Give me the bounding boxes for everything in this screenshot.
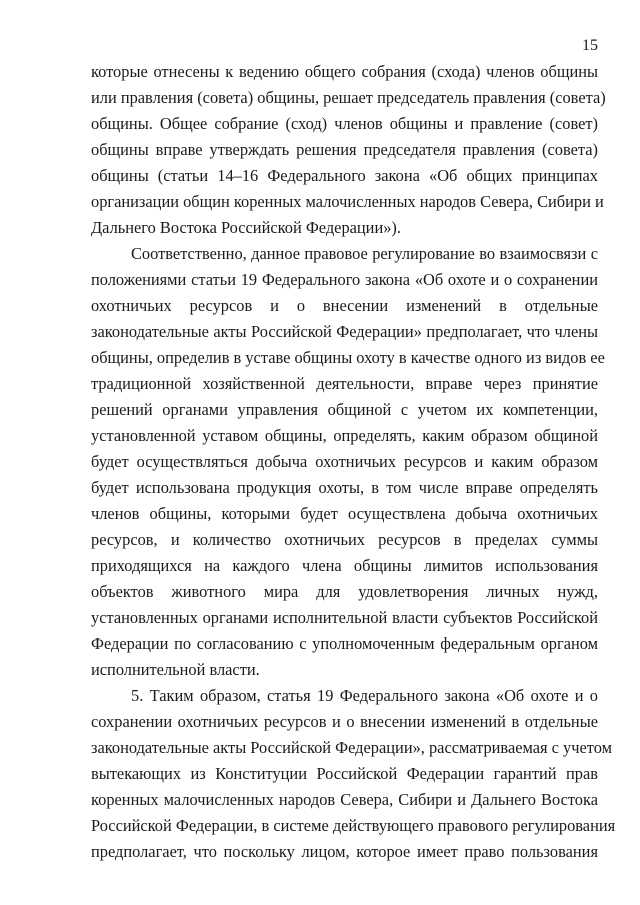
text-line: вытекающих из Конституции Российской Федерации гарантий прав [91, 764, 598, 783]
text-line: приходящихся на каждого члена общины лимитов использования [91, 556, 598, 575]
text-line: Федерации по согласованию с уполномоченным федеральным органом [91, 634, 598, 653]
text-line: установленных органами исполнительной власти субъектов Российской [91, 608, 598, 627]
text-line: положениями статьи 19 Федерального закона «Об охоте и о сохранении [91, 270, 598, 289]
text-line: будет осуществляться добыча охотничьих ресурсов и каким образом [91, 452, 598, 471]
text-line: установленной уставом общины, определять, каким образом общиной [91, 426, 598, 445]
text-line: будет использована продукция охоты, в том числе вправе определять [91, 478, 598, 497]
text-line: объектов животного мира для удовлетворения личных нужд, [91, 582, 598, 601]
text-line: Соответственно, данное правовое регулирование во взаимосвязи с [131, 244, 598, 263]
text-line: предполагает, что поскольку лицом, которое имеет право пользования [91, 842, 598, 861]
text-line: законодательные акты Российской Федерации», рассматриваемая с учетом [91, 738, 612, 757]
text-line: 5. Таким образом, статья 19 Федерального закона «Об охоте и о [131, 686, 598, 705]
text-line: решений органами управления общиной с учетом их компетенции, [91, 400, 598, 419]
text-line: или правления (совета) общины, решает председатель правления (совета) [91, 88, 606, 107]
text-line: общины. Общее собрание (сход) членов общины и правление (совет) [91, 114, 598, 133]
text-line: сохранении охотничьих ресурсов и о внесении изменений в отдельные [91, 712, 598, 731]
text-line: которые отнесены к ведению общего собрания (схода) членов общины [91, 62, 598, 81]
text-line: Дальнего Востока Российской Федерации»). [91, 218, 401, 237]
text-line: охотничьих ресурсов и о внесении изменений в отдельные [91, 296, 598, 315]
text-line: членов общины, которыми будет осуществлена добыча охотничьих [91, 504, 598, 523]
text-line: исполнительной власти. [91, 660, 260, 679]
text-line: законодательные акты Российской Федерации» предполагает, что члены [91, 322, 598, 341]
page-number: 15 [582, 37, 598, 54]
text-line: общины вправе утверждать решения председателя правления (совета) [91, 140, 598, 159]
text-line: общины (статьи 14–16 Федерального закона «Об общих принципах [91, 166, 598, 185]
text-line: Российской Федерации, в системе действующего правового регулирования [91, 816, 616, 835]
text-line: коренных малочисленных народов Севера, Сибири и Дальнего Востока [91, 790, 598, 809]
text-line: традиционной хозяйственной деятельности, вправе через принятие [91, 374, 598, 393]
text-line: ресурсов, и количество охотничьих ресурсов в пределах суммы [91, 530, 598, 549]
text-line: организации общин коренных малочисленных народов Севера, Сибири и [91, 192, 604, 211]
text-line: общины, определив в уставе общины охоту в качестве одного из видов ее [91, 348, 605, 367]
